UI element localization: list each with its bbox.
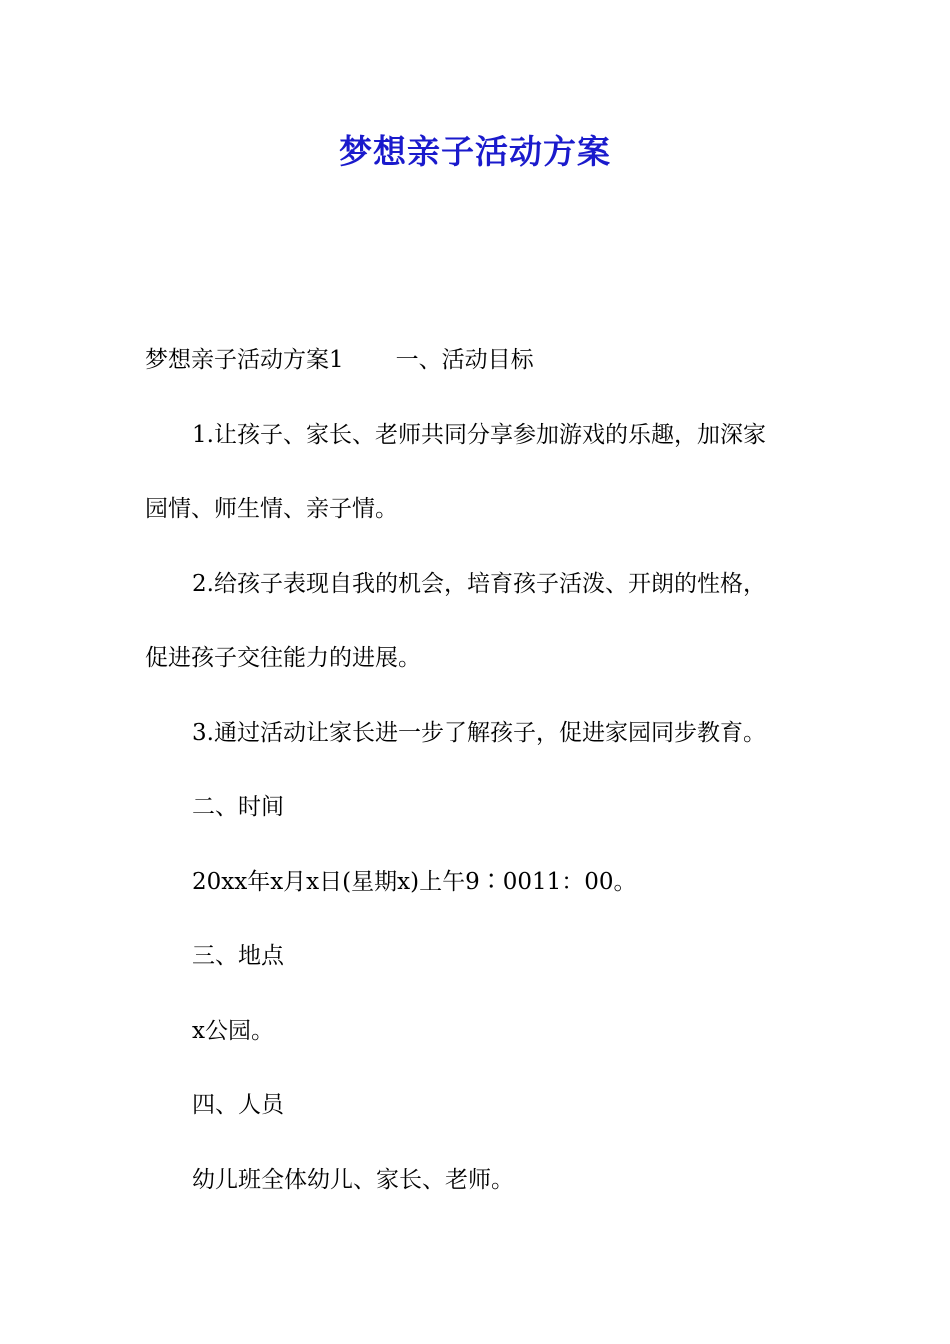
place-value: x公园。 — [192, 1018, 274, 1044]
people-value: 幼儿班全体幼儿、家长、老师。 — [192, 1167, 514, 1193]
section-heading-place: 三、地点 — [192, 943, 284, 969]
goal-1-line-b: 园情、师生情、亲子情。 — [145, 496, 398, 522]
time-value: 20xx年x月x日(星期x)上午9∶0011：00。 — [192, 869, 637, 895]
section-heading-time: 二、时间 — [192, 794, 284, 820]
section-heading-goals: 一、活动目标 — [395, 347, 534, 373]
document-title: 梦想亲子活动方案 — [339, 132, 611, 171]
plan-heading: 梦想亲子活动方案1 — [145, 347, 344, 373]
goal-1-line-a: 1.让孩子、家长、老师共同分享参加游戏的乐趣，加深家 — [192, 422, 766, 448]
section-heading-people: 四、人员 — [192, 1092, 284, 1118]
goal-2-line-a: 2.给孩子表现自我的机会，培育孩子活泼、开朗的性格， — [192, 571, 766, 597]
plan-heading-line — [145, 343, 810, 377]
goal-3-line: 3.通过活动让家长进一步了解孩子，促进家园同步教育。 — [192, 720, 766, 746]
goal-2-line-b: 促进孩子交往能力的进展。 — [145, 645, 421, 671]
